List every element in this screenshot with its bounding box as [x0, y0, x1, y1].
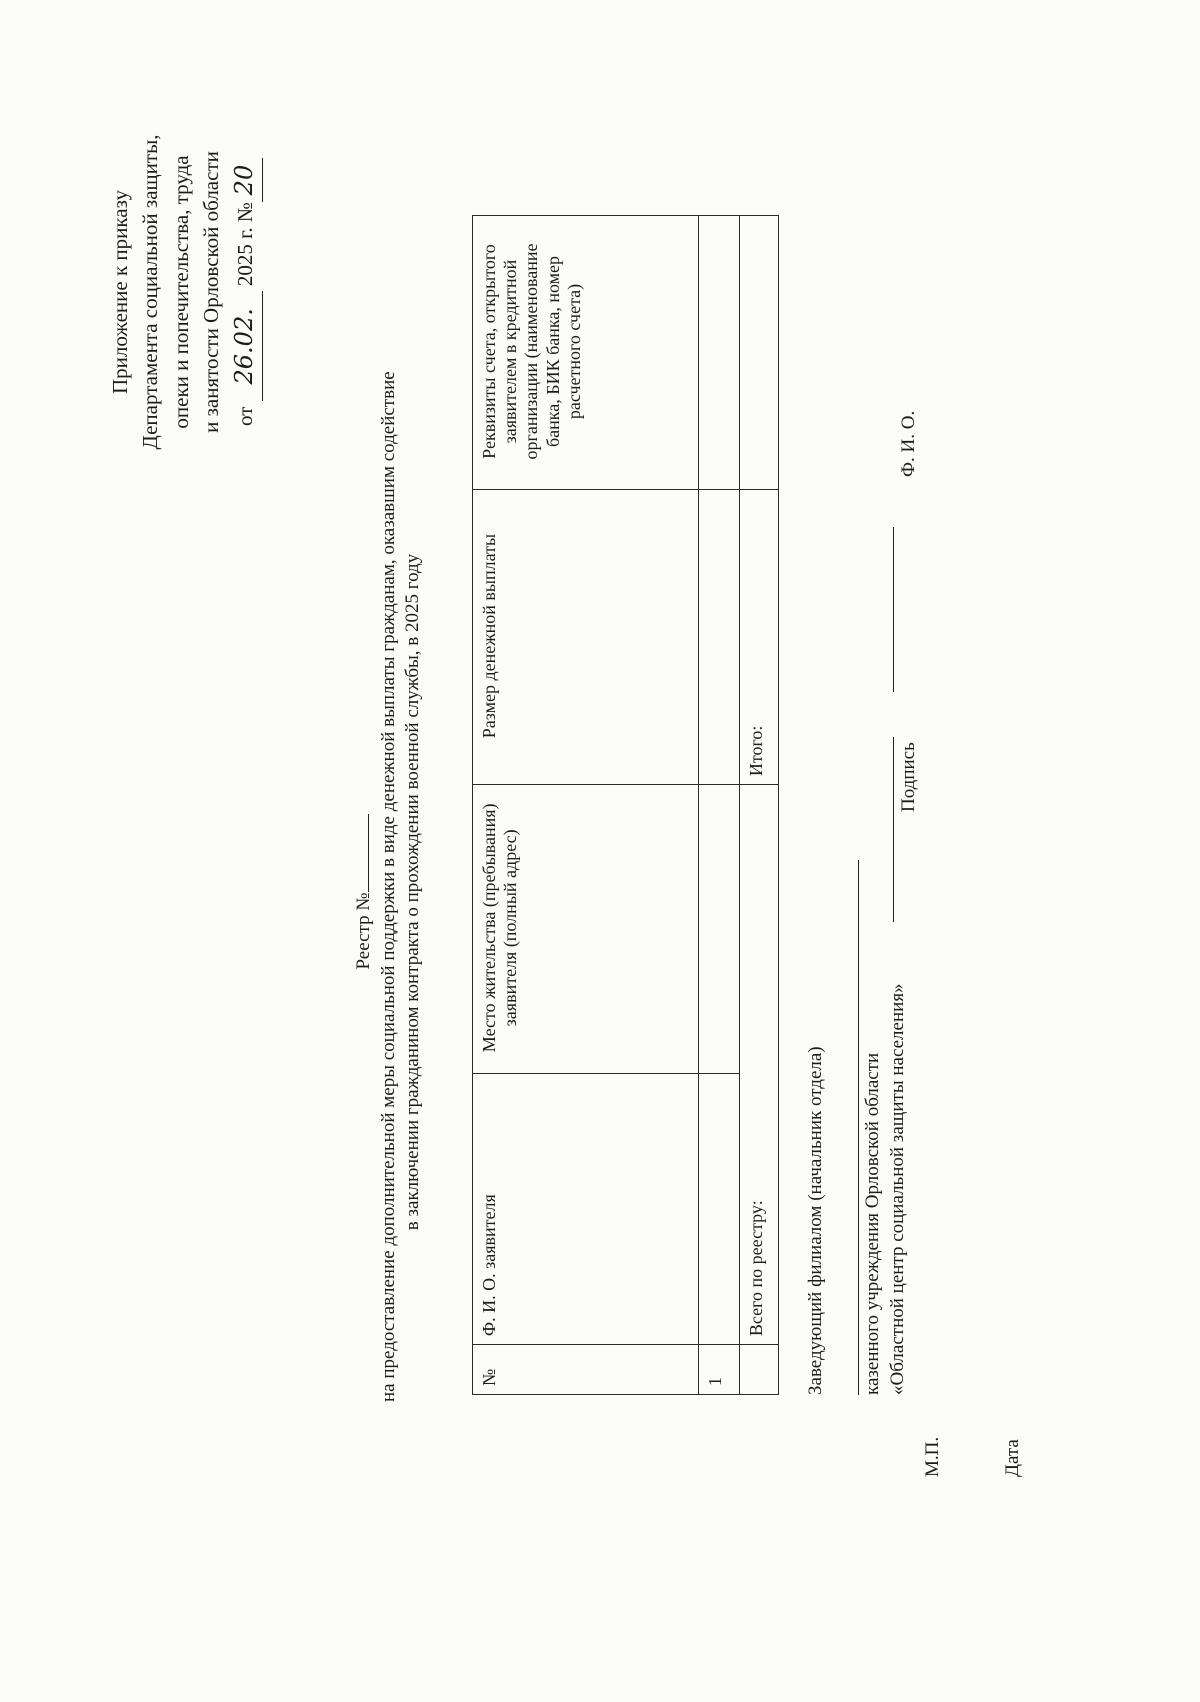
position-underline: [858, 860, 859, 1395]
register-title: [352, 371, 426, 1402]
position-title: Заведующий филиалом (начальник отдела): [805, 1046, 826, 1395]
appendix-line-4: и занятости Орловской области: [199, 151, 224, 433]
register-subtitle-line-1: на предоставление дополнительной меры социальной поддержки в виде денежной выплаты гражданам, оказавшим содействие: [377, 371, 399, 1402]
header-address: Место жительства (пребывания) заявителя (полный адрес): [473, 785, 699, 1073]
table-row: [699, 216, 740, 1395]
appendix-header: [105, 82, 263, 502]
signature-line: [893, 737, 894, 922]
appendix-line-1: Приложение к приказу: [108, 190, 132, 394]
header-number: №: [473, 1345, 699, 1395]
fio-cell: [699, 1073, 740, 1345]
register-prefix: Реестр №: [353, 892, 374, 970]
signature-label: Подпись: [898, 742, 919, 812]
header-fio: Ф. И. О. заявителя: [473, 1073, 699, 1345]
total-empty-cell: [740, 1345, 779, 1395]
from-label: от: [232, 406, 257, 426]
row-number-cell: 1: [699, 1345, 740, 1395]
total-label-cell: Итого:: [740, 489, 779, 784]
appendix-line-2: Департамента социальной защиты,: [138, 134, 163, 450]
total-registry-cell: Всего по реестру:: [740, 785, 779, 1345]
register-number-line: [352, 382, 377, 1402]
total-bank-cell: [740, 216, 779, 490]
fio-line: [893, 527, 894, 692]
org-line-1: казенного учреждения Орловской области: [862, 1052, 883, 1395]
handwritten-order-number: 20: [227, 158, 263, 202]
amount-cell: [699, 489, 740, 784]
register-table: [472, 215, 779, 1395]
table-header-row: [473, 216, 699, 1395]
appendix-date-line: [227, 82, 263, 502]
register-number-blank: [368, 815, 369, 893]
handwritten-date: 26.02.: [227, 291, 263, 401]
fio-label: Ф. И. О.: [898, 410, 919, 477]
appendix-line-3: опеки и попечительства, труда: [168, 155, 193, 429]
year-number-label: 2025 г. №: [232, 202, 257, 287]
org-line-2: «Областной центр социальной защиты населения»: [887, 983, 908, 1395]
total-row: [740, 216, 779, 1395]
header-amount: Размер денежной выплаты: [473, 489, 699, 784]
header-bank-details: Реквизиты счета, открытого заявителем в кредитной организации (наименование банка, БИК банка, номер расчетного счета): [473, 216, 699, 490]
date-label: Дата: [1002, 1439, 1023, 1477]
address-cell: [699, 785, 740, 1073]
register-subtitle-line-2: в заключении гражданином контракта о прохождении военной службы, в 2025 году: [402, 553, 424, 1231]
bank-cell: [699, 216, 740, 490]
stamp-place-label: М.П.: [922, 1436, 943, 1477]
